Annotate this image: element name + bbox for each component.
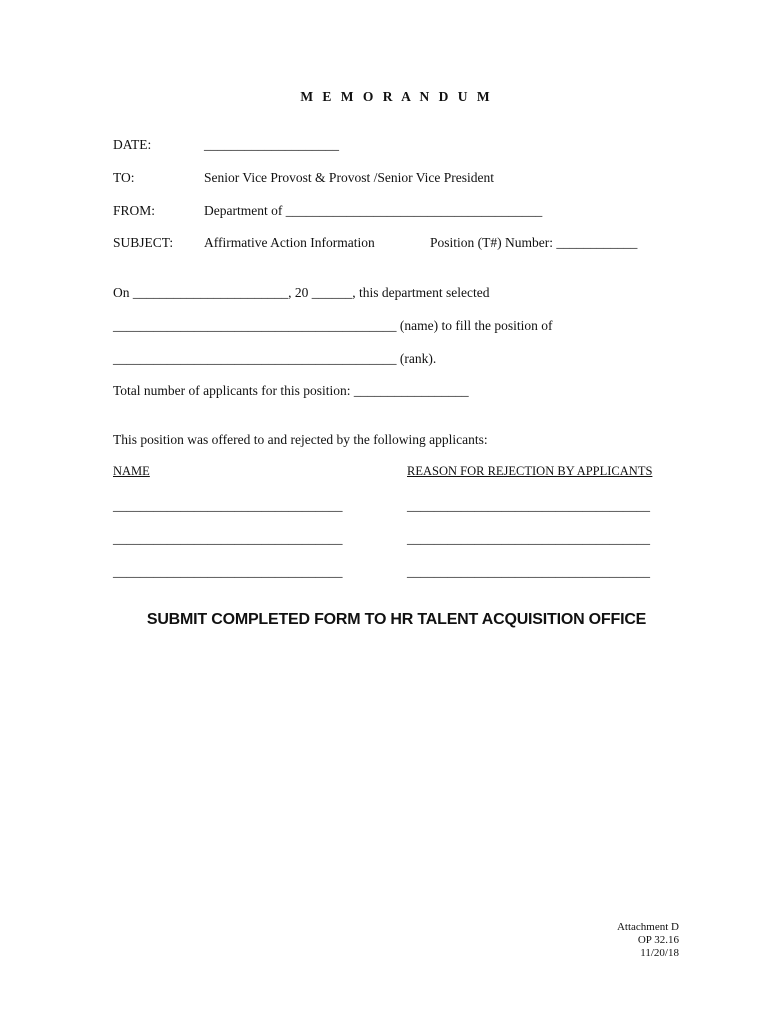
rejection-reason-field[interactable]: ____________________________________: [407, 564, 650, 579]
reason-column-header: REASON FOR REJECTION BY APPLICANTS: [407, 464, 653, 478]
attachment-label: Attachment D: [616, 921, 679, 933]
subject-value: Affirmative Action Information: [204, 235, 375, 250]
position-number-field[interactable]: Position (T#) Number: ____________: [430, 235, 638, 250]
date-field[interactable]: ____________________: [204, 137, 339, 152]
selected-name-line[interactable]: __________________________________________ (name) to fill the position of: [113, 318, 553, 333]
applicant-name-field[interactable]: __________________________________: [113, 531, 343, 546]
applicant-name-field[interactable]: __________________________________: [113, 564, 343, 579]
to-label: TO:: [113, 170, 135, 185]
submit-notice: SUBMIT COMPLETED FORM TO HR TALENT ACQUISITION OFFICE: [146, 611, 647, 628]
rejection-reason-field[interactable]: ____________________________________: [407, 531, 650, 546]
to-value: Senior Vice Provost & Provost /Senior Vice President: [204, 170, 494, 185]
date-label: DATE:: [113, 137, 152, 152]
from-label: FROM:: [113, 203, 156, 218]
name-column-header: NAME: [113, 464, 150, 478]
offered-rejected-text: This position was offered to and rejected by the following applicants:: [113, 432, 488, 447]
selection-date-line[interactable]: On _______________________, 20 ______, this department selected: [113, 285, 490, 300]
total-applicants-line[interactable]: Total number of applicants for this position: _________________: [113, 383, 469, 398]
memo-title: M E M O R A N D U M: [300, 89, 493, 104]
revision-date: 11/20/18: [640, 947, 679, 959]
applicant-name-field[interactable]: __________________________________: [113, 498, 343, 513]
rejection-reason-field[interactable]: ____________________________________: [407, 498, 650, 513]
op-number: OP 32.16: [637, 934, 679, 946]
from-department-field[interactable]: Department of ______________________________________: [204, 203, 543, 218]
rank-line[interactable]: __________________________________________ (rank).: [113, 351, 437, 366]
subject-label: SUBJECT:: [113, 235, 174, 250]
